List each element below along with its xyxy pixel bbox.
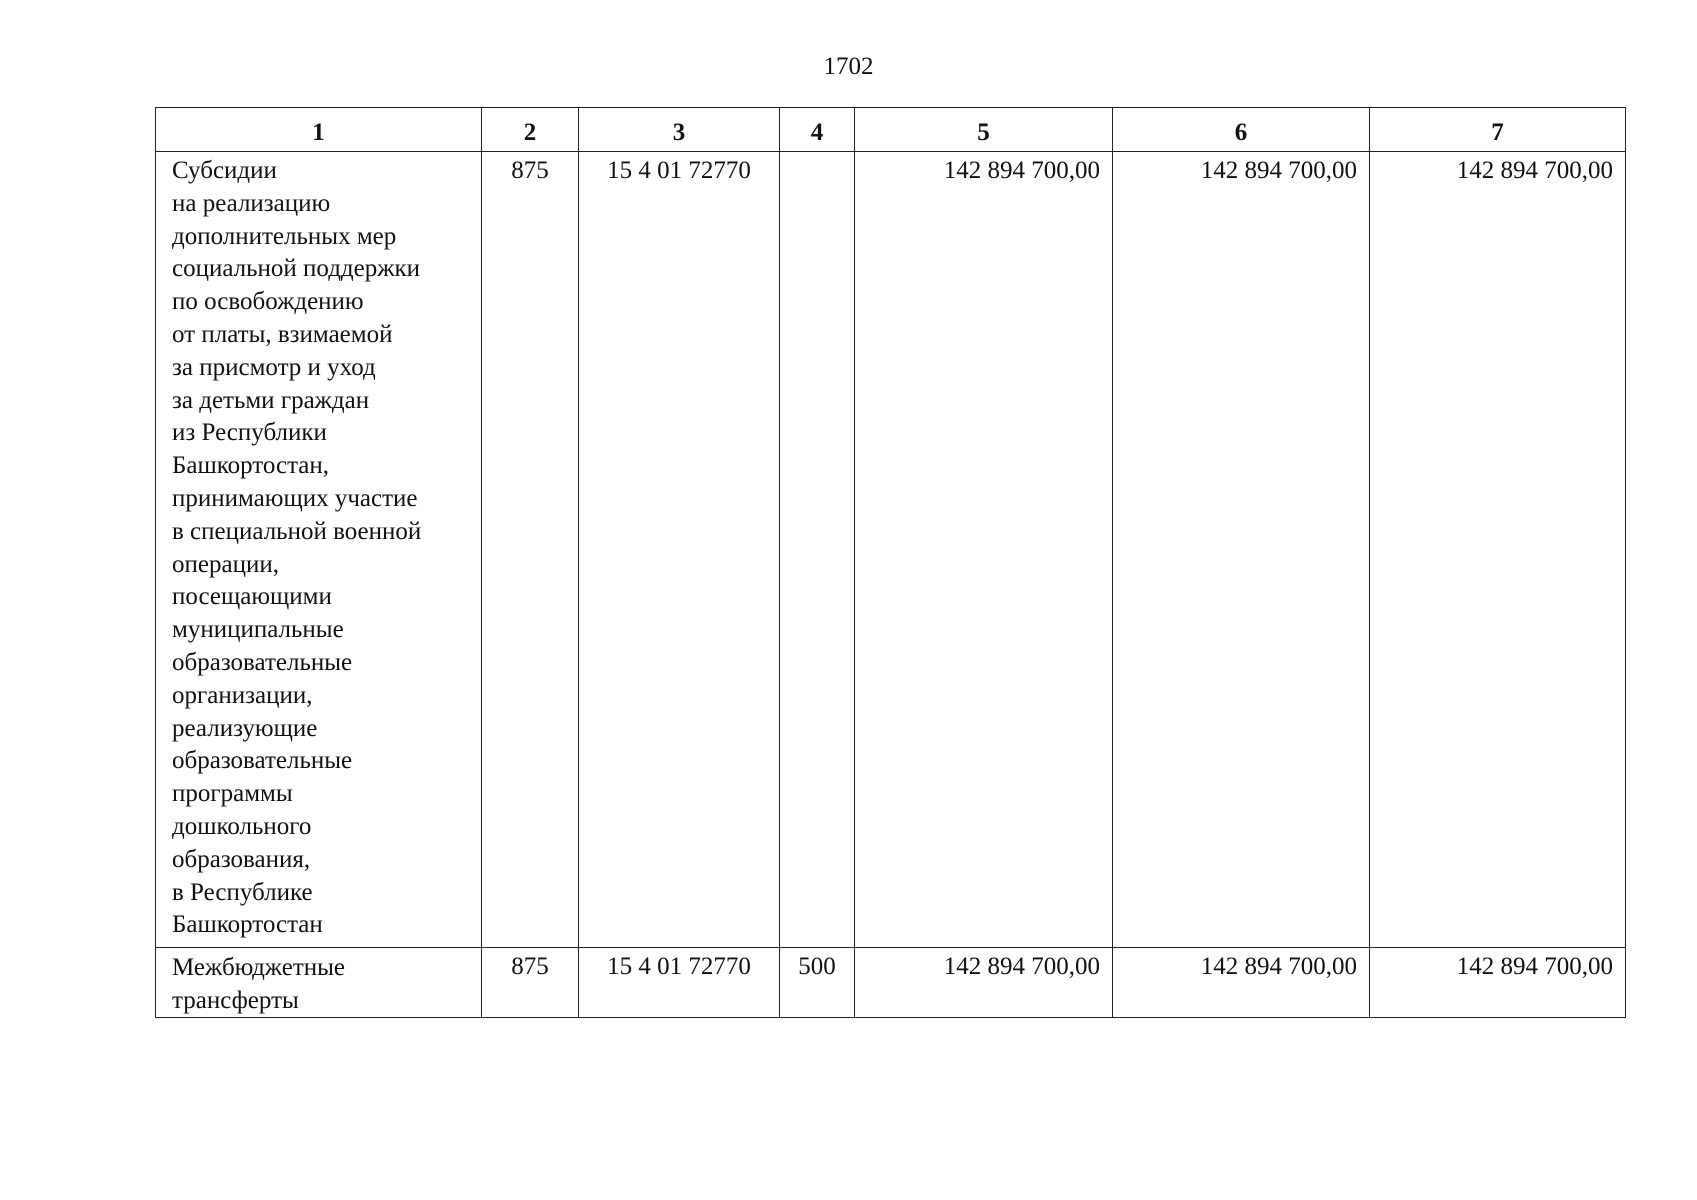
budget-table [155,107,1626,1018]
row-amount-6: 142 894 700,00 [1113,948,1370,1018]
column-header-5: 5 [855,108,1113,152]
column-header-3: 3 [579,108,780,152]
column-header-7: 7 [1370,108,1626,152]
row-type: 500 [780,948,855,1018]
row-amount-7: 142 894 700,00 [1370,948,1626,1018]
row-name: Межбюджетные трансферты [156,948,482,1018]
column-header-6: 6 [1113,108,1370,152]
row-amount-5: 142 894 700,00 [855,948,1113,1018]
table-row [156,948,1626,1018]
row-code: 875 [482,948,579,1018]
table-row [156,152,1626,948]
row-amount-7: 142 894 700,00 [1370,152,1626,948]
row-name: Субсидии на реализацию дополнительных мер социальной поддержки по освобождению от платы, взимаемой за присмотр и уход за детьми граждан из Республики Башкортостан, принимающих участие в специальной военной операции, посещающими муниципальные образовательные организации, реализующие образовательные программы дошкольного образования, в Республике Башкортостан [156,152,482,948]
row-amount-5: 142 894 700,00 [855,152,1113,948]
row-target: 15 4 01 72770 [579,152,780,948]
row-amount-6: 142 894 700,00 [1113,152,1370,948]
table-header-row [156,108,1626,152]
row-type [780,152,855,948]
column-header-2: 2 [482,108,579,152]
row-code: 875 [482,152,579,948]
page-number: 1702 [823,53,874,80]
row-target: 15 4 01 72770 [579,948,780,1018]
column-header-1: 1 [156,108,482,152]
column-header-4: 4 [780,108,855,152]
